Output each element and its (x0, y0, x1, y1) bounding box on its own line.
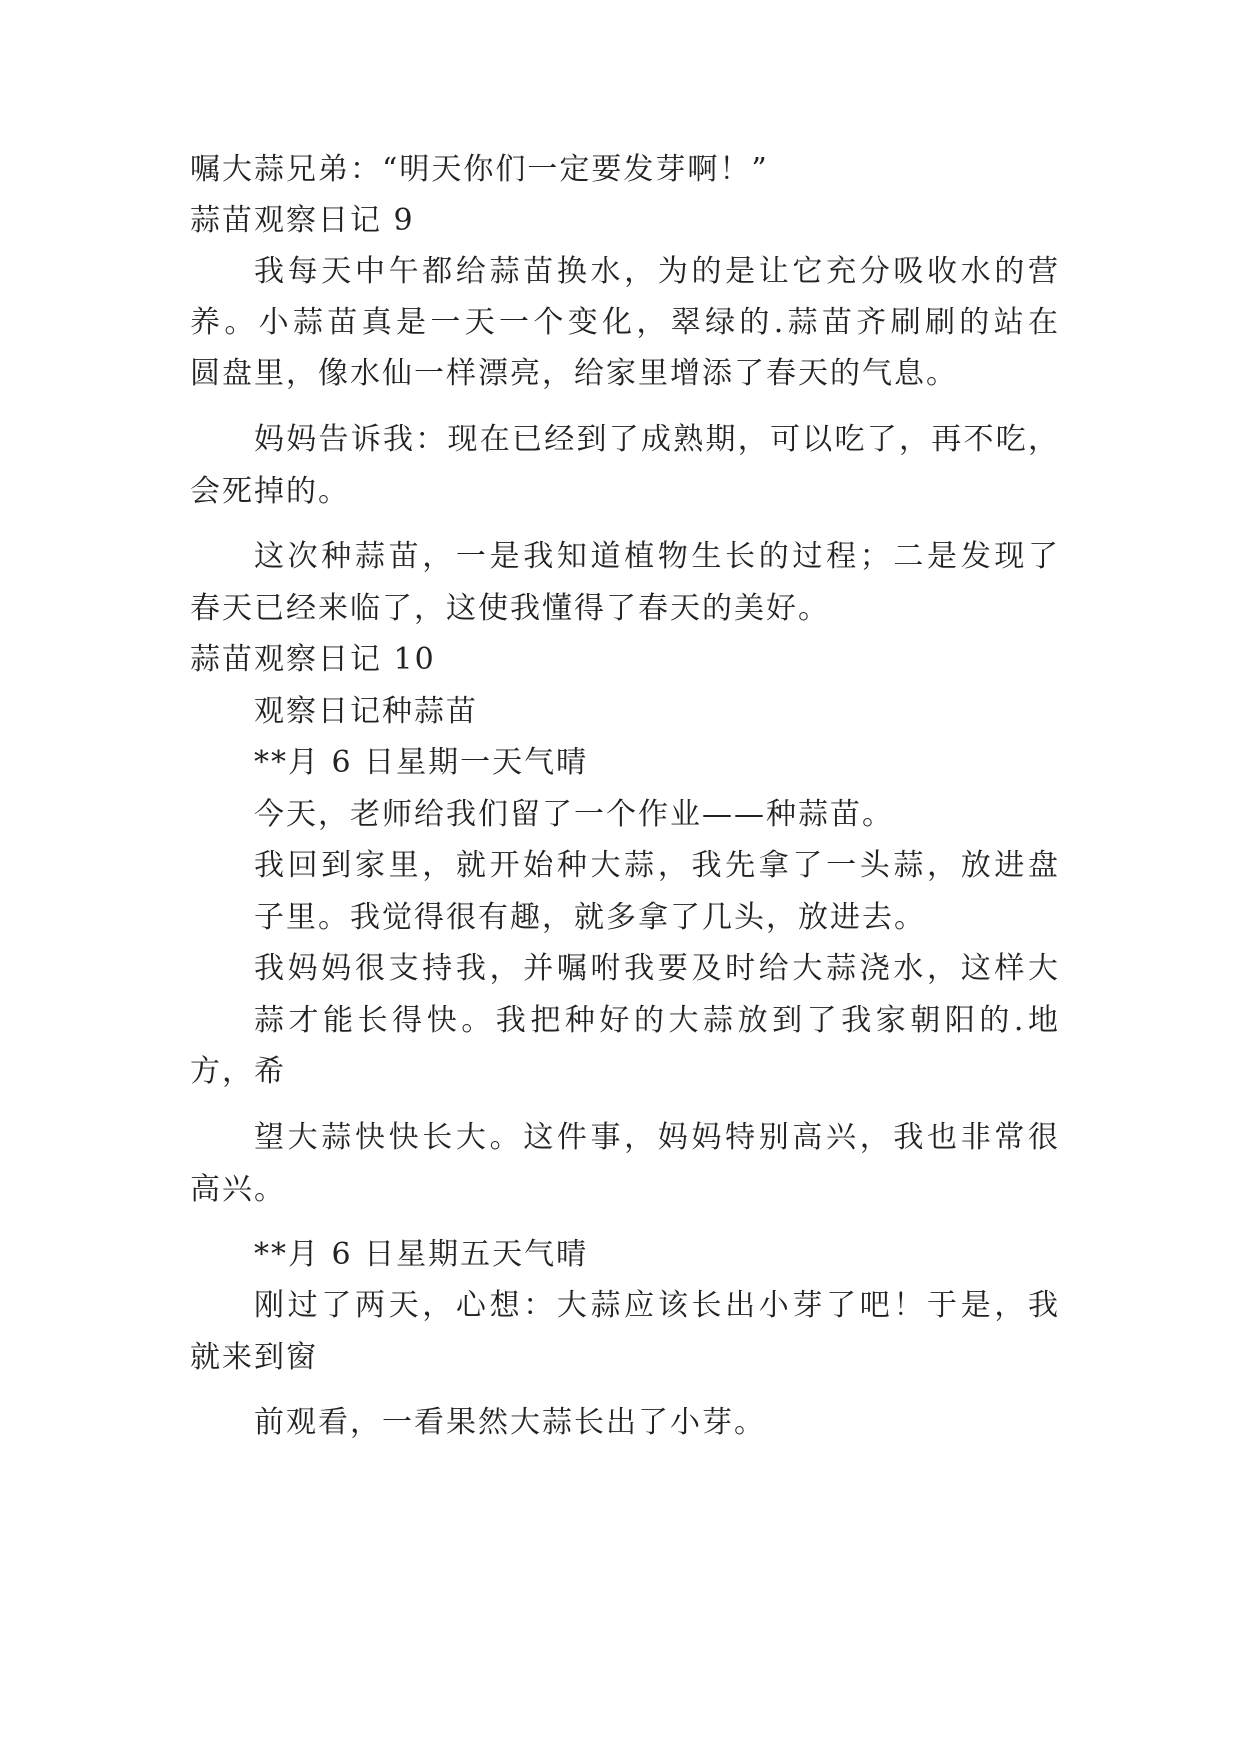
text-line: 就来到窗 (190, 1340, 318, 1375)
text-line: 子里。我觉得很有趣，就多拿了几头，放进去。 (254, 900, 926, 935)
text-line: 今天，老师给我们留了一个作业——种蒜苗。 (254, 797, 894, 832)
text-line: 嘱大蒜兄弟：“明天你们一定要发芽啊！” (190, 152, 769, 187)
diary-heading: 蒜苗观察日记 10 (190, 642, 436, 677)
text-line: 高兴。 (190, 1172, 286, 1207)
diary-heading: 蒜苗观察日记 9 (190, 203, 415, 238)
date-line: **月 6 日星期一天气晴 (254, 745, 589, 780)
text-line: 前观看，一看果然大蒜长出了小芽。 (254, 1405, 766, 1440)
text-line: 刚过了两天，心想：大蒜应该长出小芽了吧！于是，我 (254, 1288, 1060, 1323)
text-line: 我每天中午都给蒜苗换水，为的是让它充分吸收水的营 (254, 254, 1060, 289)
text-line: 方，希 (190, 1054, 286, 1089)
text-line: 我妈妈很支持我，并嘱咐我要及时给大蒜浇水，这样大 (254, 951, 1060, 986)
text-line: 春天已经来临了，这使我懂得了春天的美好。 (190, 591, 830, 626)
text-line: 这次种蒜苗，一是我知道植物生长的过程；二是发现了 (254, 539, 1060, 574)
text-line: 蒜才能长得快。我把种好的大蒜放到了我家朝阳的.地 (254, 1003, 1060, 1038)
text-line: 圆盘里，像水仙一样漂亮，给家里增添了春天的气息。 (190, 356, 958, 391)
date-line: **月 6 日星期五天气晴 (254, 1237, 589, 1272)
text-line: 养。小蒜苗真是一天一个变化，翠绿的.蒜苗齐刷刷的站在 (190, 305, 1060, 340)
text-line: 望大蒜快快长大。这件事，妈妈特别高兴，我也非常很 (254, 1120, 1060, 1155)
text-line: 会死掉的。 (190, 474, 350, 509)
text-line: 妈妈告诉我：现在已经到了成熟期，可以吃了，再不吃， (254, 422, 1060, 457)
text-line: 观察日记种蒜苗 (254, 694, 478, 729)
text-line: 我回到家里，就开始种大蒜，我先拿了一头蒜，放进盘 (254, 848, 1060, 883)
